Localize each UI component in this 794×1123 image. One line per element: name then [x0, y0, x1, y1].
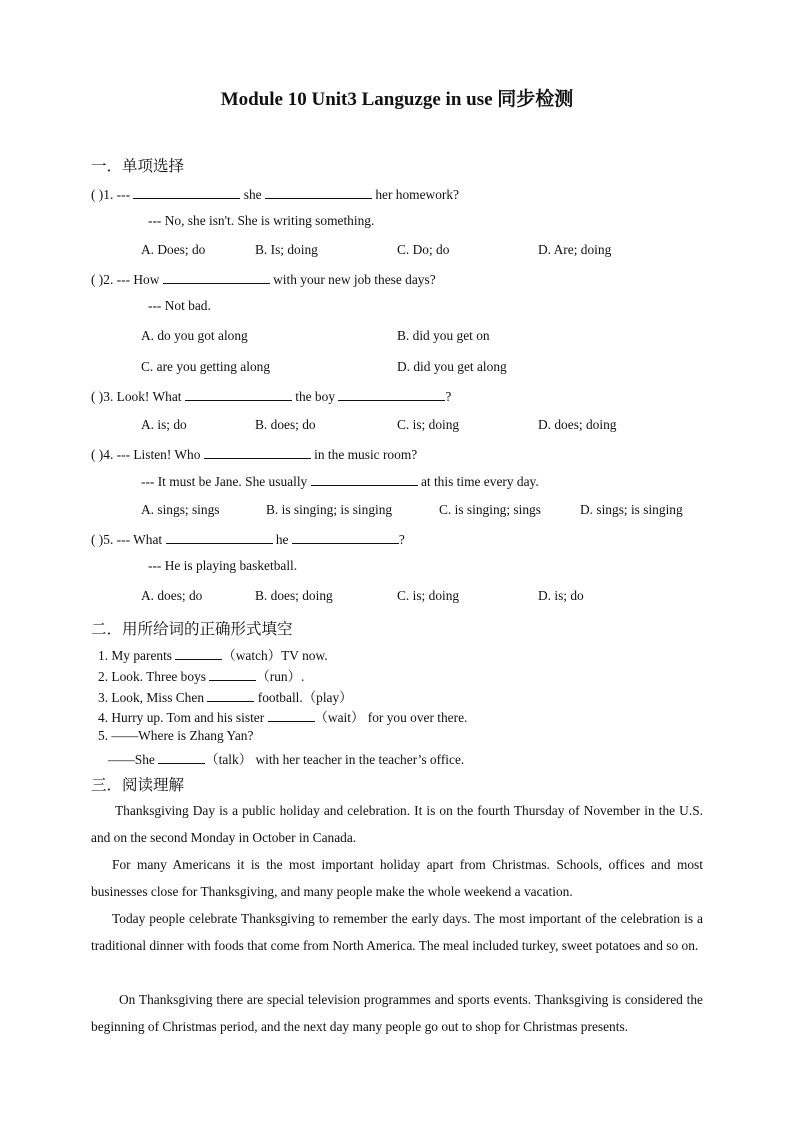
answer-blank	[166, 531, 273, 544]
question-1-stem-mid: she	[243, 187, 262, 202]
fill-item-2	[98, 666, 304, 685]
question-5-option-b: B. does; doing	[255, 588, 333, 603]
question-4-stem	[91, 446, 417, 463]
answer-blank	[175, 647, 222, 660]
reading-paragraph-2: For many Americans it is the most important holiday apart from Christmas. Schools, offices and most businesses close for Thanksgiving, and many people make the whole weekend a vacation.	[91, 857, 703, 899]
question-1-option-a: A. Does; do	[141, 242, 206, 257]
reading-paragraph-4: On Thanksgiving there are special television programmes and sports events. Thanksgiving is considered the beginning of Christmas period, and the next day many people go out to shop for Christmas presents.	[91, 992, 703, 1034]
question-3-stem	[91, 388, 451, 405]
fill-item-5	[98, 728, 253, 744]
question-5-reply: --- He is playing basketball.	[148, 558, 298, 573]
answer-blank	[265, 186, 372, 199]
question-4-option-b: B. is singing; is singing	[266, 502, 393, 517]
question-1-stem-end: her homework?	[375, 187, 460, 202]
answer-blank	[185, 388, 292, 401]
question-4-reply	[141, 473, 539, 490]
question-2-reply: --- Not bad.	[148, 298, 211, 313]
question-2-stem	[91, 271, 436, 288]
question-1-stem-start: ( )1. ---	[91, 187, 131, 202]
question-4-option-d: D. sings; is singing	[580, 502, 683, 517]
question-4-option-a: A. sings; sings	[141, 502, 220, 517]
fill-item-3	[98, 687, 353, 706]
fill-item-text: 2. Look. Three boys	[98, 669, 206, 684]
section-heading-reading: 三．阅读理解	[91, 776, 185, 794]
fill-item-hint: （watch）TV now.	[222, 648, 328, 663]
question-2-stem-start: ( )2. --- How	[91, 272, 160, 287]
question-4-option-c: C. is singing; sings	[439, 502, 541, 517]
question-4-stem-end: in the music room?	[314, 447, 418, 462]
question-4-reply-end: at this time every day.	[420, 474, 539, 489]
answer-blank	[133, 186, 240, 199]
answer-blank	[163, 271, 270, 284]
question-4-stem-start: ( )4. --- Listen! Who	[91, 447, 201, 462]
question-5-stem-end: ?	[398, 532, 405, 547]
question-5-option-d: D. is; do	[538, 588, 584, 603]
question-5-stem	[91, 531, 405, 548]
fill-item-text: 1. My parents	[98, 648, 173, 663]
answer-blank	[268, 709, 315, 722]
reading-paragraph-1: Thanksgiving Day is a public holiday and celebration. It is on the fourth Thursday of November in the U.S. and on the second Monday in October in Canada.	[91, 803, 703, 845]
question-5-stem-start: ( )5. --- What	[91, 532, 163, 547]
fill-item-hint: football.（play）	[257, 690, 353, 705]
reading-paragraph-3: Today people celebrate Thanksgiving to remember the early days. The most important of the celebration is a traditional dinner with foods that come from North America. The meal included turkey, sweet potatoes and so on.	[91, 911, 703, 953]
question-1-option-d: D. Are; doing	[538, 242, 612, 257]
question-5-option-c: C. is; doing	[397, 588, 460, 603]
question-3-option-d: D. does; doing	[538, 417, 617, 432]
question-1-option-c: C. Do; do	[397, 242, 450, 257]
answer-blank	[292, 531, 399, 544]
question-2-option-a: A. do you got along	[141, 328, 248, 343]
answer-blank	[158, 751, 205, 764]
fill-item-hint: （run）.	[256, 669, 305, 684]
question-2-option-d: D. did you get along	[397, 359, 507, 374]
question-3-stem-start: ( )3. Look! What	[91, 389, 182, 404]
question-3-option-b: B. does; do	[255, 417, 316, 432]
question-3-stem-mid: the boy	[295, 389, 336, 404]
answer-blank	[311, 473, 418, 486]
question-1-reply: --- No, she isn't. She is writing something.	[148, 213, 375, 228]
question-5-option-a: A. does; do	[141, 588, 203, 603]
question-4-reply-start: --- It must be Jane. She usually	[141, 474, 308, 489]
question-1-stem	[91, 186, 459, 203]
fill-item-text: 4. Hurry up. Tom and his sister	[98, 710, 265, 725]
question-2-option-b: B. did you get on	[397, 328, 490, 343]
fill-item-4	[98, 707, 467, 726]
question-3-stem-end: ?	[445, 389, 452, 404]
question-3-option-c: C. is; doing	[397, 417, 460, 432]
fill-item-text: 3. Look, Miss Chen	[98, 690, 205, 705]
question-1-option-b: B. Is; doing	[255, 242, 318, 257]
question-2-stem-end: with your new job these days?	[273, 272, 436, 287]
question-2-option-c: C. are you getting along	[141, 359, 271, 374]
fill-item-hint: （talk） with her teacher in the teacher’s office.	[205, 752, 465, 767]
fill-item-hint: （wait） for you over there.	[314, 710, 468, 725]
question-3-option-a: A. is; do	[141, 417, 187, 432]
answer-blank	[338, 388, 445, 401]
fill-item-1	[98, 645, 328, 664]
page-title: Module 10 Unit3 Languzge in use 同步检测	[220, 89, 574, 110]
section-heading-choice: 一．单项选择	[91, 157, 185, 175]
fill-item-text: 5. ——Where is Zhang Yan?	[98, 728, 254, 743]
fill-item-5-answer	[108, 749, 464, 768]
section-heading-fill-in: 二．用所给词的正确形式填空	[91, 620, 293, 638]
fill-item-text: ——She	[108, 752, 155, 767]
answer-blank	[207, 689, 254, 702]
answer-blank	[204, 446, 311, 459]
answer-blank	[209, 668, 256, 681]
question-5-stem-mid: he	[275, 532, 289, 547]
